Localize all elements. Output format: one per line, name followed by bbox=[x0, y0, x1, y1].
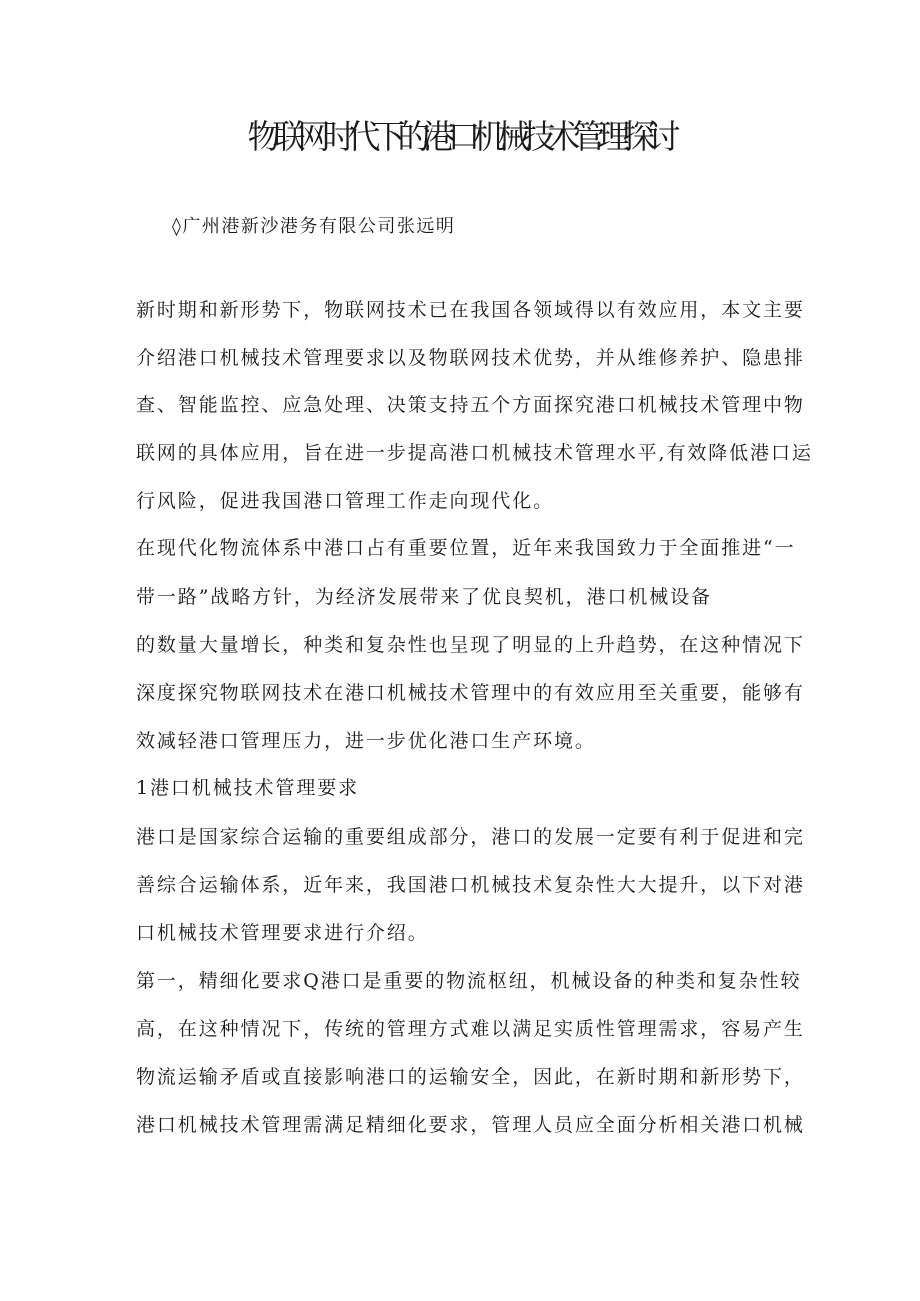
body-line: 口机械技术管理要求进行介绍。 bbox=[136, 922, 429, 944]
author-line: ◊广州港新沙港务有限公司张远明 bbox=[172, 216, 456, 237]
body-line: 介绍港口机械技术管理要求以及物联网技术优势，并从维修养护、隐患排 bbox=[136, 347, 805, 369]
body-line: 第一，精细化要求Q港口是重要的物流枢纽，机械设备的种类和复杂性较 bbox=[136, 970, 802, 992]
body-line: 港口是国家综合运输的重要组成部分，港口的发展一定要有利于促进和完 bbox=[136, 826, 805, 848]
body-line: 的数量大量增长，种类和复杂性也呈现了明显的上升趋势，在这种情况下 bbox=[136, 634, 805, 656]
body-line: 物流运输矛盾或直接影响港口的运输安全，因此，在新时期和新形势下， bbox=[136, 1066, 805, 1088]
body-line: 效减轻港口管理压力，进一步优化港口生产环境。 bbox=[136, 730, 596, 752]
body-line: 高，在这种情况下，传统的管理方式难以满足实质性管理需求，容易产生 bbox=[136, 1018, 805, 1040]
body-line: 新时期和新形势下，物联网技术已在我国各领域得以有效应用，本文主要 bbox=[136, 299, 805, 321]
section-heading: 1港口机械技术管理要求 bbox=[136, 777, 359, 799]
body-line: 在现代化物流体系中港口占有重要位置，近年来我国致力于全面推进“一 bbox=[136, 537, 796, 559]
body-line: 港口机械技术管理需满足精细化要求，管理人员应全面分析相关港口机械 bbox=[136, 1114, 805, 1136]
body-line: 联网的具体应用，旨在进一步提高港口机械技术管理水平,有效降低港口运 bbox=[136, 442, 813, 464]
body-line: 查、智能监控、应急处理、决策支持五个方面探究港口机械技术管理中物 bbox=[136, 394, 805, 416]
body-line: 善综合运输体系，近年来，我国港口机械技术复杂性大大提升，以下对港 bbox=[136, 874, 805, 896]
body-line: 带一路”战略方针，为经济发展带来了优良契机，港口机械设备 bbox=[136, 586, 712, 608]
body-line: 行风险，促进我国港口管理工作走向现代化。 bbox=[136, 490, 555, 512]
document-title: 物联网时代下的港口机械技术管理探讨 bbox=[247, 117, 673, 156]
body-line: 深度探究物联网技术在港口机械技术管理中的有效应用至关重要，能够有 bbox=[136, 682, 805, 704]
